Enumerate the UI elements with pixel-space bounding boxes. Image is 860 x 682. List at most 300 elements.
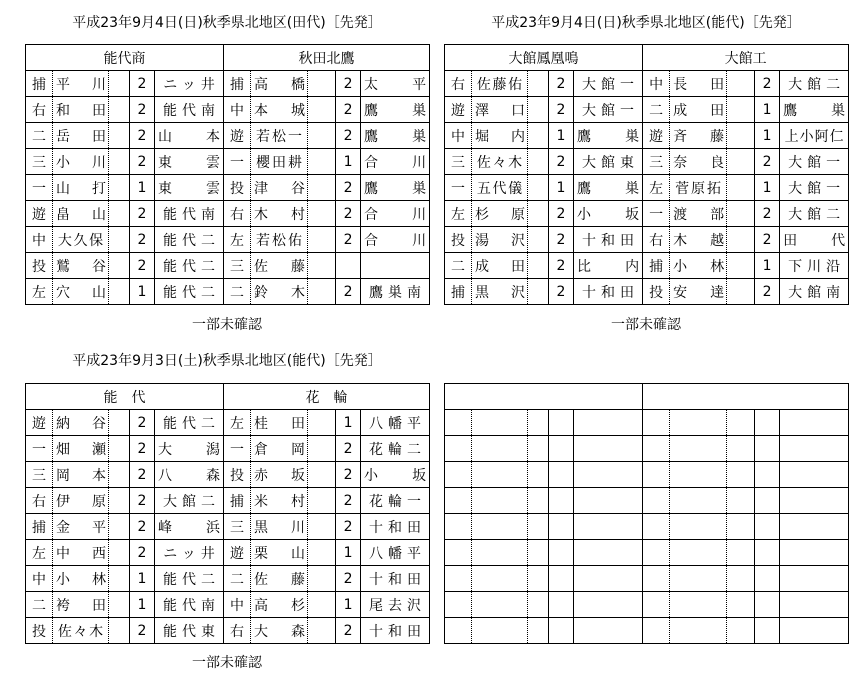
player-row (26, 175, 430, 201)
player-name: 鈴 木 (254, 284, 306, 301)
position: 右 (32, 493, 46, 510)
position: 一 (649, 206, 664, 223)
player-row (445, 618, 849, 644)
player-name: 岡 本 (56, 467, 106, 484)
player-row (445, 71, 849, 97)
player-row (445, 279, 849, 305)
middle-school: 大館二 (788, 76, 846, 93)
grade: 2 (556, 101, 566, 118)
player-name: 桂 田 (254, 415, 306, 432)
spacer-cell (528, 253, 549, 279)
spacer-cell (528, 149, 549, 175)
player-row (26, 227, 430, 253)
grade: 2 (556, 153, 566, 170)
grade: 2 (137, 101, 147, 118)
spacer-cell (109, 123, 130, 149)
player-name: 米 村 (254, 493, 306, 510)
player-name: 成 田 (475, 258, 525, 275)
player-row (26, 488, 430, 514)
spacer-cell (308, 540, 336, 566)
position: 遊 (451, 102, 465, 119)
spacer-cell (528, 279, 549, 305)
position: 投 (230, 467, 245, 484)
player-name: 中 西 (56, 545, 106, 562)
grade: 2 (343, 179, 353, 196)
player-row (445, 201, 849, 227)
spacer-cell (308, 71, 336, 97)
grade: 2 (343, 570, 353, 587)
player-row (445, 97, 849, 123)
position: 右 (230, 206, 245, 223)
grade: 2 (137, 257, 147, 274)
game-title: 平成23年9月3日(土)秋季県北地区(能代)［先発］ (72, 353, 382, 369)
spacer-cell (528, 436, 549, 462)
grade: 2 (137, 153, 147, 170)
grade: 2 (343, 101, 353, 118)
middle-school: 合 川 (364, 154, 427, 171)
grade: 2 (343, 283, 353, 300)
middle-school: 鷹 巣 (577, 128, 640, 145)
position: 三 (32, 154, 46, 171)
spacer-cell (109, 540, 130, 566)
grade: 2 (343, 75, 353, 92)
spacer-cell (109, 566, 130, 592)
player-name: 佐々木 (476, 154, 524, 171)
spacer-cell (528, 227, 549, 253)
player-name: 伊 原 (56, 493, 106, 510)
middle-school: 大館一 (788, 180, 846, 197)
player-row (26, 149, 430, 175)
middle-school: 花輪二 (369, 441, 427, 458)
player-row (26, 410, 430, 436)
player-row (445, 566, 849, 592)
spacer-cell (109, 462, 130, 488)
player-name: 若松佑 (256, 232, 305, 249)
grade: 2 (762, 283, 772, 300)
middle-school: 能代南 (163, 206, 221, 223)
spacer-cell (727, 279, 755, 305)
middle-school: 鷹 巣 (364, 180, 427, 197)
middle-school: 尾去沢 (369, 597, 427, 614)
position: 中 (649, 76, 664, 93)
player-name: 畑 瀬 (56, 441, 106, 458)
middle-school: 十和田 (582, 232, 640, 249)
player-name: 金 平 (56, 519, 106, 536)
middle-school: 鷹 巣 (783, 102, 846, 119)
player-row (26, 201, 430, 227)
player-name: 澤 口 (475, 102, 525, 119)
player-name: 小 川 (56, 154, 106, 171)
spacer-cell (528, 566, 549, 592)
middle-school: 鷹 巣 (364, 102, 427, 119)
team-name (445, 384, 643, 410)
grade: 1 (556, 179, 566, 196)
spacer-cell (109, 149, 130, 175)
spacer-cell (308, 410, 336, 436)
middle-school: 小 坂 (577, 206, 640, 223)
player-name: 五代儀 (476, 180, 524, 197)
player-row (26, 540, 430, 566)
player-name: 高 杉 (254, 597, 306, 614)
position: 三 (230, 519, 245, 536)
player-row (26, 462, 430, 488)
position: 二 (451, 258, 465, 275)
player-name: 津 谷 (254, 180, 306, 197)
grade: 2 (556, 283, 566, 300)
position: 二 (32, 597, 46, 614)
position: 中 (32, 232, 46, 249)
spacer-cell (528, 618, 549, 644)
team-name: 秋田北鷹 (224, 45, 430, 71)
lineup-table (25, 44, 430, 305)
player-name: 櫻田耕 (256, 154, 305, 171)
player-row (445, 462, 849, 488)
grade: 1 (137, 179, 147, 196)
middle-school: 八 森 (158, 467, 221, 484)
position: 一 (451, 180, 465, 197)
player-row (26, 514, 430, 540)
spacer-cell (109, 618, 130, 644)
spacer-cell (109, 488, 130, 514)
spacer-cell (109, 97, 130, 123)
player-name: 和 田 (56, 102, 106, 119)
spacer-cell (727, 123, 755, 149)
team-name: 花 輪 (224, 384, 430, 410)
middle-school: 十和田 (582, 284, 640, 301)
player-name: 長 田 (673, 76, 725, 93)
grade: 1 (762, 257, 772, 274)
position: 投 (32, 258, 46, 275)
grade: 2 (556, 75, 566, 92)
position: 右 (32, 102, 46, 119)
spacer-cell (727, 97, 755, 123)
player-name: 木 越 (673, 232, 725, 249)
player-name: 堀 内 (475, 128, 525, 145)
position: 右 (649, 232, 664, 249)
middle-school: 能代二 (163, 415, 221, 432)
middle-school: 田 代 (783, 232, 846, 249)
grade: 2 (137, 205, 147, 222)
position: 左 (649, 180, 664, 197)
spacer-cell (308, 592, 336, 618)
position: 捕 (32, 519, 46, 536)
spacer-cell (528, 514, 549, 540)
spacer-cell (727, 618, 755, 644)
position: 中 (32, 571, 46, 588)
spacer-cell (528, 175, 549, 201)
team-name (643, 384, 849, 410)
grade: 2 (137, 414, 147, 431)
spacer-cell (528, 97, 549, 123)
player-row (445, 488, 849, 514)
player-row (26, 71, 430, 97)
player-row (445, 410, 849, 436)
middle-school: 八幡平 (369, 545, 427, 562)
middle-school: 能代南 (163, 597, 221, 614)
player-name: 山 打 (56, 180, 106, 197)
grade: 2 (762, 231, 772, 248)
grade: 2 (137, 622, 147, 639)
position: 投 (451, 232, 465, 249)
grade: 2 (556, 257, 566, 274)
spacer-cell (528, 123, 549, 149)
player-name: 納 谷 (56, 415, 106, 432)
player-name: 成 田 (673, 102, 725, 119)
spacer-cell (308, 618, 336, 644)
player-name: 杉 原 (475, 206, 525, 223)
middle-school: 八幡平 (369, 415, 427, 432)
player-name: 岳 田 (56, 128, 106, 145)
spacer-cell (109, 592, 130, 618)
grade: 2 (343, 440, 353, 457)
middle-school: 能代東 (163, 623, 221, 640)
spacer-cell (109, 253, 130, 279)
position: 左 (230, 415, 245, 432)
position: 三 (230, 258, 245, 275)
lineup-table (25, 383, 430, 644)
player-name: 黒 沢 (475, 284, 525, 301)
spacer-cell (727, 514, 755, 540)
position: 中 (230, 597, 245, 614)
spacer-cell (528, 592, 549, 618)
grade: 1 (762, 127, 772, 144)
player-name: 佐 藤 (254, 258, 306, 275)
middle-school: 太 平 (364, 76, 427, 93)
spacer-cell (308, 514, 336, 540)
team-name: 能 代 (26, 384, 224, 410)
spacer-cell (308, 279, 336, 305)
unconfirmed-note: 一部未確認 (192, 655, 262, 671)
spacer-cell (727, 71, 755, 97)
middle-school: 大館一 (582, 76, 640, 93)
position: 三 (649, 154, 664, 171)
player-name: 赤 坂 (254, 467, 306, 484)
grade: 2 (762, 153, 772, 170)
middle-school: 能代二 (163, 284, 221, 301)
team-name: 能代商 (26, 45, 224, 71)
spacer-cell (308, 97, 336, 123)
player-row (26, 97, 430, 123)
player-row (445, 514, 849, 540)
spacer-cell (727, 149, 755, 175)
player-name: 栗 山 (254, 545, 306, 562)
grade: 2 (556, 205, 566, 222)
position: 右 (451, 76, 465, 93)
spacer-cell (727, 488, 755, 514)
lineup-table (444, 44, 849, 305)
spacer-cell (727, 540, 755, 566)
middle-school: 十和田 (369, 519, 427, 536)
spacer-cell (109, 514, 130, 540)
player-name: 小 林 (673, 258, 725, 275)
spacer-cell (308, 227, 336, 253)
spacer-cell (308, 149, 336, 175)
player-name: 佐 藤 (254, 571, 306, 588)
spacer-cell (308, 566, 336, 592)
player-row (445, 227, 849, 253)
position: 捕 (451, 284, 465, 301)
spacer-cell (727, 592, 755, 618)
grade: 2 (343, 492, 353, 509)
spacer-cell (308, 123, 336, 149)
grade: 1 (762, 101, 772, 118)
grade: 2 (137, 127, 147, 144)
middle-school: 東 雲 (158, 154, 221, 171)
player-name: 平 川 (56, 76, 106, 93)
player-row (445, 149, 849, 175)
grade: 2 (137, 492, 147, 509)
team-name: 大館鳳凰鳴 (445, 45, 643, 71)
position: 左 (451, 206, 465, 223)
position: 三 (451, 154, 465, 171)
lineup-table (444, 383, 849, 644)
player-name: 鷲 谷 (56, 258, 106, 275)
position: 遊 (230, 545, 245, 562)
game-title: 平成23年9月4日(日)秋季県北地区(田代)［先発］ (72, 15, 382, 31)
middle-school: ニッ井 (163, 76, 220, 93)
position: 一 (230, 441, 245, 458)
game-title: 平成23年9月4日(日)秋季県北地区(能代)［先発］ (491, 15, 801, 31)
middle-school: 比 内 (577, 258, 640, 275)
position: 二 (230, 284, 245, 301)
spacer-cell (727, 410, 755, 436)
position: 遊 (649, 128, 664, 145)
player-row (26, 436, 430, 462)
spacer-cell (727, 201, 755, 227)
spacer-cell (528, 410, 549, 436)
middle-school: 小 坂 (364, 467, 427, 484)
position: 左 (230, 232, 245, 249)
spacer-cell (109, 201, 130, 227)
position: 捕 (230, 493, 245, 510)
position: 遊 (32, 206, 46, 223)
player-row (445, 175, 849, 201)
position: 右 (230, 623, 245, 640)
unconfirmed-note: 一部未確認 (611, 317, 681, 333)
middle-school: 鷹 巣 (364, 128, 427, 145)
grade: 1 (343, 596, 353, 613)
grade: 2 (137, 440, 147, 457)
player-name: 奈 良 (673, 154, 725, 171)
grade: 2 (137, 75, 147, 92)
player-row (26, 279, 430, 305)
grade: 1 (556, 127, 566, 144)
player-name: 高 橋 (254, 76, 306, 93)
spacer-cell (308, 175, 336, 201)
position: 投 (649, 284, 664, 301)
player-name: 湯 沢 (475, 232, 525, 249)
middle-school: 東 雲 (158, 180, 221, 197)
player-row (445, 123, 849, 149)
middle-school: 上小阿仁 (784, 128, 845, 145)
spacer-cell (727, 566, 755, 592)
spacer-cell (528, 488, 549, 514)
middle-school: 花輪一 (369, 493, 427, 510)
middle-school: 大館南 (788, 284, 846, 301)
player-name: 若松一 (256, 128, 305, 145)
grade: 2 (343, 622, 353, 639)
position: 左 (32, 545, 46, 562)
player-name: 袴 田 (56, 597, 106, 614)
spacer-cell (308, 253, 336, 279)
spacer-cell (727, 175, 755, 201)
position: 投 (230, 180, 245, 197)
middle-school: 大館一 (582, 102, 640, 119)
player-row (445, 540, 849, 566)
grade: 2 (343, 127, 353, 144)
player-name: 畠 山 (56, 206, 106, 223)
player-row (26, 618, 430, 644)
grade: 2 (343, 231, 353, 248)
player-name: 大久保 (57, 232, 105, 249)
grade: 1 (343, 544, 353, 561)
middle-school: 山 本 (158, 128, 221, 145)
spacer-cell (727, 227, 755, 253)
middle-school: ニッ井 (163, 545, 220, 562)
spacer-cell (109, 410, 130, 436)
position: 中 (451, 128, 465, 145)
middle-school: 大 潟 (158, 441, 221, 458)
middle-school: 峰 浜 (158, 519, 221, 536)
position: 一 (32, 180, 46, 197)
position: 二 (32, 128, 46, 145)
spacer-cell (528, 201, 549, 227)
team-name: 大館工 (643, 45, 849, 71)
position: 捕 (32, 76, 46, 93)
middle-school: 能代二 (163, 232, 221, 249)
unconfirmed-note: 一部未確認 (192, 317, 262, 333)
grade: 1 (343, 153, 353, 170)
spacer-cell (109, 436, 130, 462)
spacer-cell (528, 462, 549, 488)
position: 一 (32, 441, 46, 458)
player-name: 黒 川 (254, 519, 306, 536)
middle-school: 能代南 (163, 102, 221, 119)
middle-school: 合 川 (364, 206, 427, 223)
position: 一 (230, 154, 245, 171)
grade: 1 (137, 283, 147, 300)
spacer-cell (109, 279, 130, 305)
spacer-cell (308, 201, 336, 227)
position: 二 (649, 102, 664, 119)
player-row (26, 123, 430, 149)
middle-school: 下川沿 (788, 258, 846, 275)
grade: 2 (137, 544, 147, 561)
spacer-cell (308, 488, 336, 514)
position: 遊 (32, 415, 46, 432)
position: 左 (32, 284, 46, 301)
player-name: 佐々木 (57, 623, 105, 640)
spacer-cell (727, 462, 755, 488)
grade: 1 (762, 179, 772, 196)
position: 中 (230, 102, 245, 119)
spacer-cell (308, 436, 336, 462)
spacer-cell (727, 253, 755, 279)
grade: 2 (343, 466, 353, 483)
position: 三 (32, 467, 46, 484)
spacer-cell (109, 175, 130, 201)
grade: 2 (556, 231, 566, 248)
player-name: 安 達 (673, 284, 725, 301)
player-row (445, 436, 849, 462)
grade: 1 (343, 414, 353, 431)
middle-school: 能代二 (163, 571, 221, 588)
player-name: 小 林 (56, 571, 106, 588)
grade: 2 (137, 518, 147, 535)
player-row (26, 592, 430, 618)
middle-school: 大館東 (582, 154, 640, 171)
player-row (26, 566, 430, 592)
